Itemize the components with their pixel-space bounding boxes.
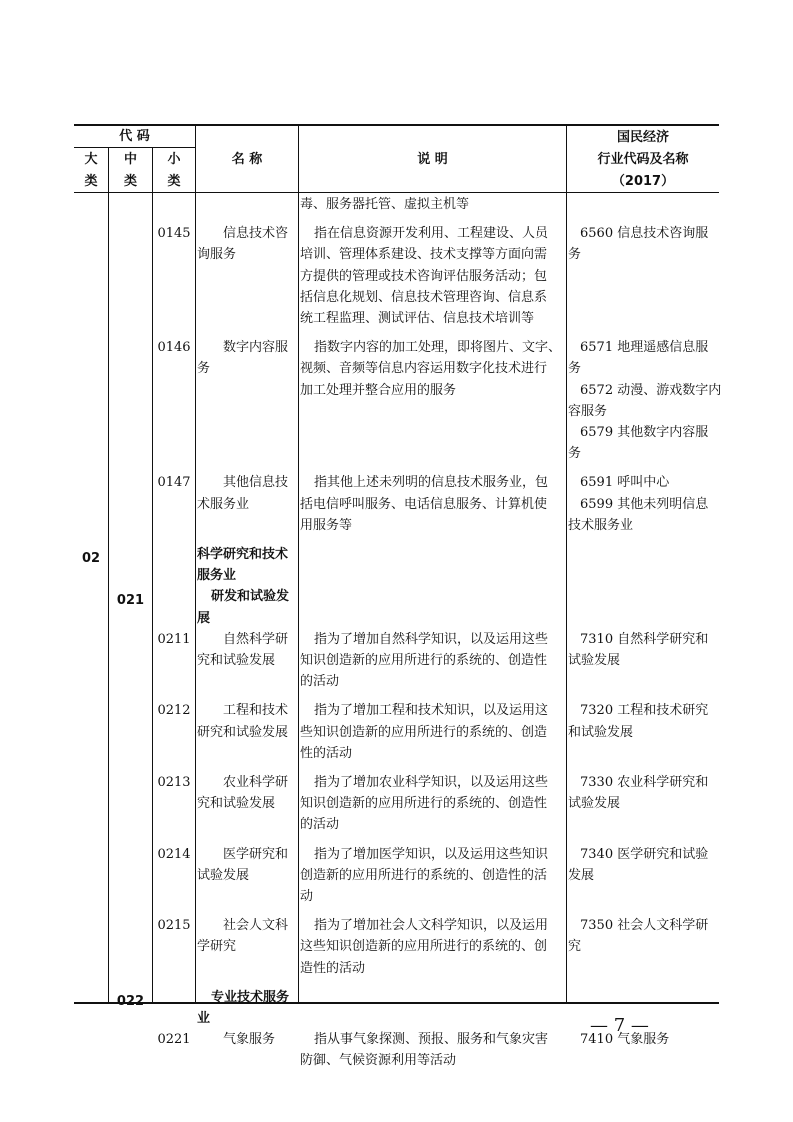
- item-name-line: 气象服务: [223, 1032, 276, 1048]
- item-description-line: 指在信息资源开发利用、工程建设、人员: [314, 226, 549, 242]
- item-description-line: 统工程监理、测试评估、信息技术培训等: [300, 311, 535, 326]
- major-category-name-line: 服务业: [197, 568, 237, 584]
- item-description-line: 指为了增加社会人文科学知识，以及运用: [314, 918, 549, 934]
- middle-code-line: 021: [116, 593, 145, 609]
- item-name-line: 研究和试验发展: [197, 724, 289, 740]
- header-minor-line2: 类: [167, 174, 181, 189]
- national-industry-line: 7330 农业科学研究和: [580, 775, 709, 790]
- national-industry-line: 7320 工程和技术研究: [580, 703, 709, 719]
- item-name-line: 究和试验发展: [197, 653, 276, 668]
- header-national-line3: （2017）: [611, 174, 675, 189]
- middle-category-name-line: 研发和试验发: [211, 589, 290, 605]
- minor-code-line: 0147: [157, 475, 191, 491]
- national-industry-line: 试验发展: [568, 796, 621, 812]
- col-divider-middle-minor: [152, 148, 153, 1003]
- item-name: [197, 915, 297, 957]
- item-name-line: 农业科学研: [223, 775, 289, 790]
- item-name-line: 信息技术咨: [223, 226, 289, 242]
- header-national-line2: 行业代码及名称: [597, 152, 689, 167]
- middle-code: [109, 590, 152, 611]
- header-major-line2: 类: [84, 174, 98, 189]
- national-industry-line: 6591 呼叫中心: [580, 475, 670, 491]
- minor-code-line: 0211: [157, 631, 191, 647]
- major-category-name-line: 科学研究和技术: [197, 547, 289, 562]
- national-industry-line: 7410 气象服务: [580, 1032, 670, 1048]
- header-middle: [109, 149, 152, 193]
- national-industry-line: 务: [568, 446, 582, 462]
- minor-code: [153, 337, 195, 358]
- item-description-line: 创造新的应用所进行的系统的、创造性的活: [300, 867, 548, 883]
- national-industry-line: 7340 医学研究和试验: [580, 846, 709, 862]
- item-description-line: 括电信呼叫服务、电话信息服务、计算机使: [300, 496, 548, 512]
- item-name: [197, 700, 297, 742]
- major-code: [74, 548, 108, 569]
- item-name: [197, 223, 297, 265]
- national-industry-line: 发展: [568, 867, 595, 883]
- item-name: [197, 1029, 297, 1050]
- item-description: [300, 337, 565, 401]
- item-description-line: 知识创造新的应用所进行的系统的、创造性: [300, 653, 548, 668]
- col-divider-major-middle: [108, 148, 109, 1003]
- item-description-line: 造性的活动: [300, 960, 366, 976]
- header-name: 名 称: [231, 152, 263, 167]
- item-description-line: 性的活动: [300, 745, 353, 761]
- item-description-line: 方提供的管理或技术咨询评估服务活动；包: [300, 268, 548, 284]
- item-description: [300, 472, 565, 536]
- table-bottom-border: [74, 1002, 719, 1004]
- item-name-line: 数字内容服: [223, 340, 289, 356]
- national-industry-line: 试验发展: [568, 653, 621, 668]
- middle-category-name-line: 专业技术服务: [211, 989, 290, 1005]
- item-description-line: 指为了增加工程和技术知识，以及运用这: [314, 703, 549, 719]
- header-major-line1: 大: [84, 152, 98, 167]
- item-name: [197, 772, 297, 814]
- item-name-line: 工程和技术: [223, 703, 289, 719]
- minor-code-line: 0213: [157, 775, 191, 790]
- item-name-line: 其他信息技: [223, 475, 289, 491]
- item-name: [197, 337, 297, 379]
- header-major: [74, 149, 108, 193]
- header-middle-line2: 类: [123, 174, 137, 189]
- item-description: [300, 915, 565, 979]
- header-national-line1: 国民经济: [616, 130, 669, 145]
- minor-code: [153, 772, 195, 793]
- item-name: [197, 844, 297, 886]
- minor-code: [153, 629, 195, 650]
- national-industry: [568, 223, 718, 265]
- item-name: [197, 629, 297, 671]
- minor-code: [153, 472, 195, 493]
- national-industry: [568, 844, 718, 886]
- national-industry: [568, 629, 718, 671]
- minor-code-line: 0145: [157, 226, 191, 242]
- national-industry-line: 7350 社会人文科学研: [580, 918, 709, 934]
- national-industry-line: 究: [568, 939, 582, 955]
- minor-code: [153, 844, 195, 865]
- middle-code-line: 022: [116, 993, 145, 1009]
- national-industry-line: 7310 自然科学研究和: [580, 631, 709, 647]
- national-industry-line: 6571 地理遥感信息服: [580, 340, 709, 356]
- middle-category-name-line: 展: [197, 610, 211, 626]
- item-name-line: 务: [197, 361, 211, 377]
- national-industry: [568, 915, 718, 957]
- header-description: 说 明: [417, 152, 448, 167]
- minor-code: [153, 700, 195, 721]
- col-divider-minor-name: [195, 125, 196, 1003]
- item-description: [300, 629, 565, 693]
- header-code-group: 代 码: [119, 129, 150, 144]
- description-continued-line: 毒、服务器托管、虚拟主机等: [300, 197, 470, 212]
- col-divider-name-desc: [298, 125, 299, 1003]
- item-description-line: 指其他上述未列明的信息技术服务业，包: [314, 475, 549, 491]
- item-description: [300, 772, 565, 836]
- item-description-line: 指为了增加自然科学知识，以及运用这些: [314, 631, 549, 647]
- item-description-line: 指从事气象探测、预报、服务和气象灾害: [314, 1032, 549, 1048]
- item-description-line: 防御、气候资源利用等活动: [300, 1053, 457, 1069]
- national-industry-line: 容服务: [568, 403, 608, 419]
- item-description-line: 知识创造新的应用所进行的系统的、创造性: [300, 796, 548, 812]
- minor-code-line: 0215: [157, 918, 191, 934]
- item-description-line: 的活动: [300, 674, 340, 690]
- national-industry: [568, 772, 718, 814]
- middle-category-name: [197, 586, 297, 628]
- item-description-line: 视频、音频等信息内容运用数字化技术进行: [300, 361, 548, 377]
- middle-category-name: [197, 987, 297, 1029]
- middle-code: [109, 991, 152, 1012]
- item-description-line: 加工处理并整合应用的服务: [300, 382, 457, 398]
- col-divider-desc-national: [566, 125, 567, 1003]
- national-industry: [568, 472, 718, 536]
- item-description-line: 的活动: [300, 817, 340, 833]
- national-industry-line: 和试验发展: [568, 724, 634, 740]
- item-description: [300, 700, 565, 764]
- item-name-line: 社会人文科: [223, 918, 289, 934]
- national-industry: [568, 700, 718, 742]
- item-name-line: 究和试验发展: [197, 796, 276, 812]
- national-industry-line: 务: [568, 247, 582, 263]
- header-middle-line1: 中: [123, 152, 137, 167]
- national-industry-line: 务: [568, 361, 582, 377]
- middle-category-name-line: 业: [197, 1011, 211, 1026]
- item-description-line: 这些知识创造新的应用所进行的系统的、创: [300, 939, 548, 955]
- item-name: [197, 472, 297, 514]
- minor-code-line: 0214: [157, 846, 191, 862]
- page-number: — 7 —: [590, 1015, 649, 1036]
- description-continued: [300, 194, 565, 215]
- item-name-line: 学研究: [197, 939, 237, 955]
- item-description-line: 培训、管理体系建设、技术支撑等方面向需: [300, 247, 548, 263]
- header-national: [567, 127, 719, 193]
- major-category-name: [197, 544, 297, 586]
- national-industry-line: 6572 动漫、游戏数字内: [580, 382, 722, 398]
- minor-code-line: 0221: [157, 1032, 191, 1048]
- item-description-line: 指数字内容的加工处理，即将图片、文字、: [314, 340, 562, 356]
- national-industry-line: 6579 其他数字内容服: [580, 425, 709, 440]
- item-description-line: 指为了增加医学知识，以及运用这些知识: [314, 846, 549, 862]
- item-description: [300, 1029, 565, 1071]
- item-description-line: 指为了增加农业科学知识，以及运用这些: [314, 775, 549, 790]
- minor-code: [153, 223, 195, 244]
- item-description-line: 括信息化规划、信息技术管理咨询、信息系: [300, 289, 548, 305]
- item-description: [300, 844, 565, 908]
- item-description-line: 动: [300, 889, 314, 904]
- minor-code: [153, 915, 195, 936]
- item-description-line: 用服务等: [300, 517, 353, 533]
- minor-code: [153, 1029, 195, 1050]
- item-name-line: 试验发展: [197, 867, 250, 883]
- minor-code-line: 0212: [157, 703, 191, 719]
- major-code-line: 02: [81, 551, 101, 566]
- header-minor-line1: 小: [167, 152, 181, 167]
- item-name-line: 询服务: [197, 247, 237, 263]
- item-description-line: 些知识创造新的应用所进行的系统的、创造: [300, 724, 548, 740]
- item-name-line: 医学研究和: [223, 846, 289, 862]
- national-industry-line: 6560 信息技术咨询服: [580, 226, 709, 242]
- header-minor: [153, 149, 195, 193]
- item-name-line: 术服务业: [197, 496, 250, 512]
- national-industry-line: 6599 其他未列明信息: [580, 496, 709, 512]
- national-industry-line: 技术服务业: [568, 517, 634, 533]
- item-description: [300, 223, 565, 329]
- item-name-line: 自然科学研: [223, 631, 289, 647]
- minor-code-line: 0146: [157, 340, 191, 356]
- national-industry: [568, 337, 722, 464]
